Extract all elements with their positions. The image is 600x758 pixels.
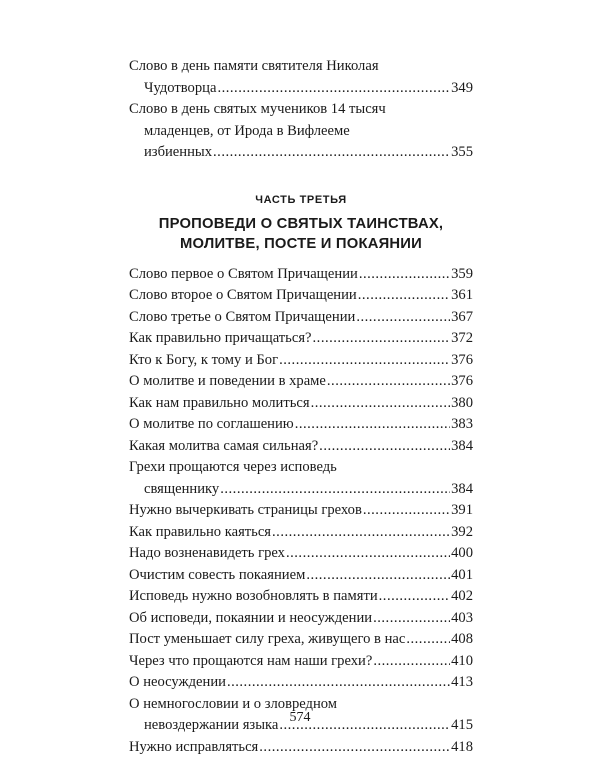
dot-leader bbox=[286, 543, 450, 565]
toc-entry-title: Как правильно каяться bbox=[129, 522, 271, 544]
toc-entry-page: 413 bbox=[451, 672, 473, 694]
toc-entry-page: 391 bbox=[451, 500, 473, 522]
toc-entry-row bbox=[129, 78, 473, 100]
dot-leader bbox=[319, 436, 450, 458]
toc-entry-title: Слово первое о Святом Причащении bbox=[129, 264, 358, 286]
toc-entry bbox=[129, 285, 473, 307]
toc-entry bbox=[129, 307, 473, 329]
dot-leader bbox=[259, 737, 450, 758]
toc-entry-row bbox=[129, 393, 473, 415]
toc-entry-page: 361 bbox=[451, 285, 473, 307]
toc-entry-title-line: Грехи прощаются через исповедь bbox=[129, 457, 473, 479]
toc-entry-page: 400 bbox=[451, 543, 473, 565]
toc-entry-row bbox=[129, 629, 473, 651]
toc-entry-page: 384 bbox=[451, 479, 473, 501]
dot-leader bbox=[295, 414, 450, 436]
toc-entry-row bbox=[129, 285, 473, 307]
toc-entry-title: Надо возненавидеть грех bbox=[129, 543, 285, 565]
toc-entry bbox=[129, 393, 473, 415]
toc-entry-row bbox=[129, 543, 473, 565]
toc-entry-row bbox=[129, 264, 473, 286]
toc-entry bbox=[129, 436, 473, 458]
dot-leader bbox=[406, 629, 450, 651]
dot-leader bbox=[363, 500, 450, 522]
dot-leader bbox=[313, 328, 451, 350]
toc-entry-row bbox=[129, 522, 473, 544]
toc-entry-page: 380 bbox=[451, 393, 473, 415]
toc-entry-row bbox=[129, 565, 473, 587]
toc-entry-page: 355 bbox=[451, 142, 473, 164]
toc-entry bbox=[129, 414, 473, 436]
toc-entry-title: Как правильно причащаться? bbox=[129, 328, 312, 350]
toc-entry bbox=[129, 651, 473, 673]
toc-entry-row bbox=[129, 479, 473, 501]
toc-entry bbox=[129, 608, 473, 630]
toc-entry-title: Исповедь нужно возобновлять в памяти bbox=[129, 586, 378, 608]
toc-entry-title: Нужно вычеркивать страницы грехов bbox=[129, 500, 362, 522]
toc-entry-row bbox=[129, 608, 473, 630]
toc-entry-row bbox=[129, 350, 473, 372]
toc-entry-title: О молитве по соглашению bbox=[129, 414, 294, 436]
toc-entry-row bbox=[129, 672, 473, 694]
page-number: 574 bbox=[0, 710, 600, 726]
toc-entry-page: 349 bbox=[451, 78, 473, 100]
dot-leader bbox=[373, 651, 450, 673]
dot-leader bbox=[217, 78, 450, 100]
toc-entry-row bbox=[129, 586, 473, 608]
section-title-line: ПРОПОВЕДИ О СВЯТЫХ ТАИНСТВАХ, bbox=[129, 214, 473, 234]
toc-entry-page: 403 bbox=[451, 608, 473, 630]
toc-entry bbox=[129, 500, 473, 522]
toc-entry-title-line: младенцев, от Ирода в Вифлееме bbox=[129, 121, 473, 143]
toc-entry-row bbox=[129, 142, 473, 164]
dot-leader bbox=[373, 608, 450, 630]
toc-entry-title: священнику bbox=[144, 479, 219, 501]
toc-entry-title: Слово второе о Святом Причащении bbox=[129, 285, 357, 307]
dot-leader bbox=[220, 479, 450, 501]
toc-entry-page: 392 bbox=[451, 522, 473, 544]
toc-entry bbox=[129, 565, 473, 587]
dot-leader bbox=[272, 522, 450, 544]
toc-entry-page: 410 bbox=[451, 651, 473, 673]
toc-entry bbox=[129, 672, 473, 694]
toc-entry-row bbox=[129, 328, 473, 350]
toc-entry bbox=[129, 457, 473, 500]
toc-entry-page: 402 bbox=[451, 586, 473, 608]
toc-entry-title: избиенных bbox=[144, 142, 212, 164]
toc-entry-title: Кто к Богу, к тому и Бог bbox=[129, 350, 278, 372]
toc-entry-row bbox=[129, 737, 473, 758]
dot-leader bbox=[358, 285, 450, 307]
dot-leader bbox=[359, 264, 450, 286]
dot-leader bbox=[306, 565, 450, 587]
toc-entry-title: невоздержании языка bbox=[144, 715, 278, 737]
toc-entry-row bbox=[129, 500, 473, 522]
toc-entry bbox=[129, 264, 473, 286]
toc-entry bbox=[129, 543, 473, 565]
toc-entry-title: Какая молитва самая сильная? bbox=[129, 436, 318, 458]
dot-leader bbox=[311, 393, 451, 415]
toc-entry bbox=[129, 586, 473, 608]
toc-entry bbox=[129, 522, 473, 544]
toc-entry-row bbox=[129, 307, 473, 329]
toc-entries bbox=[129, 264, 473, 758]
toc-entry-row bbox=[129, 371, 473, 393]
dot-leader bbox=[356, 307, 450, 329]
toc-entry-title: Об исповеди, покаянии и неосуждении bbox=[129, 608, 372, 630]
table-of-contents bbox=[129, 56, 473, 758]
toc-entry-title: Чудотворца bbox=[144, 78, 216, 100]
toc-entry bbox=[129, 737, 473, 758]
toc-entry-page: 384 bbox=[451, 436, 473, 458]
toc-entry-title: Слово третье о Святом Причащении bbox=[129, 307, 355, 329]
toc-entry-title: Как нам правильно молиться bbox=[129, 393, 310, 415]
toc-entry bbox=[129, 56, 473, 99]
toc-entry-title-line: Слово в день памяти святителя Николая bbox=[129, 56, 473, 78]
toc-entry bbox=[129, 629, 473, 651]
toc-entry-title: Пост уменьшает силу греха, живущего в нас bbox=[129, 629, 405, 651]
dot-leader bbox=[279, 350, 450, 372]
toc-entry-page: 408 bbox=[451, 629, 473, 651]
toc-entry-title: Очистим совесть покаянием bbox=[129, 565, 305, 587]
toc-entry-page: 418 bbox=[451, 737, 473, 758]
toc-entry-page: 372 bbox=[451, 328, 473, 350]
dot-leader bbox=[327, 371, 450, 393]
toc-entry-title-line: Слово в день святых мучеников 14 тысяч bbox=[129, 99, 473, 121]
toc-entry bbox=[129, 350, 473, 372]
dot-leader bbox=[379, 586, 450, 608]
toc-entry bbox=[129, 371, 473, 393]
toc-entry-page: 415 bbox=[451, 715, 473, 737]
toc-entry bbox=[129, 99, 473, 164]
dot-leader bbox=[213, 142, 450, 164]
toc-entry-title-line: О немногословии и о зловредном bbox=[129, 694, 473, 716]
toc-entry bbox=[129, 328, 473, 350]
section-title bbox=[129, 214, 473, 254]
toc-entry-title: О молитве и поведении в храме bbox=[129, 371, 326, 393]
section-title-line: МОЛИТВЕ, ПОСТЕ И ПОКАЯНИИ bbox=[129, 234, 473, 254]
toc-entry-page: 376 bbox=[451, 350, 473, 372]
toc-entry-row bbox=[129, 414, 473, 436]
toc-continued-entries bbox=[129, 56, 473, 164]
toc-entry-title: Через что прощаются нам наши грехи? bbox=[129, 651, 372, 673]
toc-entry-page: 359 bbox=[451, 264, 473, 286]
toc-entry-title: О неосуждении bbox=[129, 672, 226, 694]
toc-entry-page: 383 bbox=[451, 414, 473, 436]
toc-entry-page: 376 bbox=[451, 371, 473, 393]
toc-entry-row bbox=[129, 436, 473, 458]
toc-entry-row bbox=[129, 651, 473, 673]
part-label: ЧАСТЬ ТРЕТЬЯ bbox=[129, 194, 473, 206]
toc-entry-page: 367 bbox=[451, 307, 473, 329]
toc-entry-title: Нужно исправляться bbox=[129, 737, 258, 758]
toc-entry-page: 401 bbox=[451, 565, 473, 587]
dot-leader bbox=[227, 672, 450, 694]
